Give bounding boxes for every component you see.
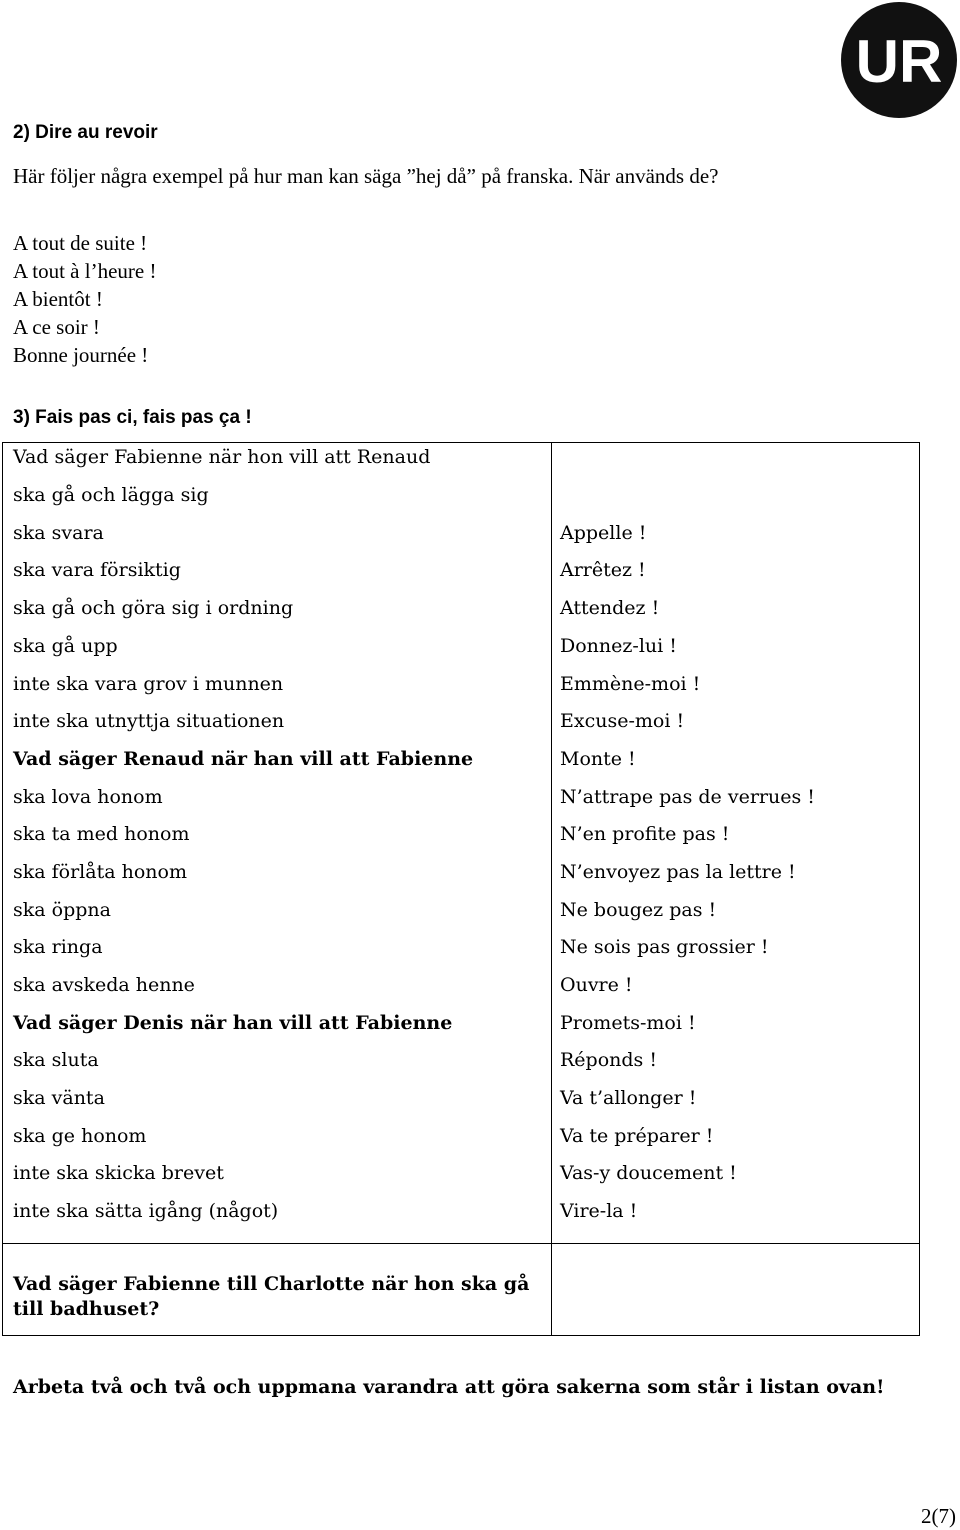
right-cell: Va t’allonger !	[560, 1087, 697, 1109]
left-cell: inte ska vara grov i munnen	[13, 673, 284, 695]
right-cell: Monte !	[560, 748, 636, 770]
right-cell: Appelle !	[560, 522, 647, 544]
right-cell: Promets-moi !	[560, 1012, 696, 1034]
goodbye-phrase: Bonne journée !	[13, 343, 149, 367]
left-cell: inte ska skicka brevet	[13, 1162, 224, 1184]
section-2-intro: Här följer några exempel på hur man kan säga ”hej då” på franska. När används de?	[13, 164, 719, 188]
right-cell: Excuse-moi !	[560, 710, 685, 732]
right-cell: N’envoyez pas la lettre !	[560, 861, 796, 883]
ur-logo-mark	[841, 2, 957, 118]
right-cell: Emmène-moi !	[560, 673, 701, 695]
left-cell-heading: Vad säger Denis när han vill att Fabienne	[13, 1012, 453, 1034]
left-cell: ska ringa	[13, 936, 103, 958]
left-cell: ska förlåta honom	[13, 861, 187, 883]
right-cell: Ne sois pas grossier !	[560, 936, 769, 958]
section-2-heading: 2) Dire au revoir	[13, 122, 158, 143]
left-cell: Vad säger Fabienne när hon vill att Renaud	[13, 446, 431, 468]
right-cell: Vire-la !	[560, 1200, 638, 1222]
right-cell: Ouvre !	[560, 974, 633, 996]
right-cell: Arrêtez !	[560, 559, 646, 581]
right-cell: Attendez !	[560, 597, 660, 619]
left-cell: ska gå upp	[13, 635, 118, 657]
left-cell: inte ska utnyttja situationen	[13, 710, 285, 732]
left-cell: ska öppna	[13, 899, 111, 921]
ur-logo	[841, 2, 957, 118]
left-cell: ska gå och lägga sig	[13, 484, 209, 506]
left-cell: ska sluta	[13, 1049, 99, 1071]
matching-table	[2, 442, 920, 1336]
goodbye-phrase: A tout à l’heure !	[13, 259, 157, 283]
right-cell: N’attrape pas de verrues !	[560, 786, 815, 808]
goodbye-phrase: A ce soir !	[13, 315, 100, 339]
left-cell: ska ge honom	[13, 1125, 147, 1147]
page-number: 2(7)	[921, 1504, 956, 1528]
left-cell: ska gå och göra sig i ordning	[13, 597, 294, 619]
left-cell-heading: Vad säger Renaud när han vill att Fabienne	[13, 748, 474, 770]
goodbye-phrases-list	[13, 229, 156, 369]
final-question: Vad säger Fabienne till Charlotte när hon ska gå till badhuset?	[13, 1273, 530, 1320]
goodbye-phrase: A tout de suite !	[13, 231, 148, 255]
left-cell: ska avskeda henne	[13, 974, 195, 996]
left-cell: ska vänta	[13, 1087, 105, 1109]
right-cell: Ne bougez pas !	[560, 899, 717, 921]
left-cell: inte ska sätta igång (något)	[13, 1200, 279, 1222]
left-cell: ska lova honom	[13, 786, 163, 808]
right-cell: Vas-y doucement !	[560, 1162, 737, 1184]
row-divider	[3, 1243, 919, 1244]
right-cell: Donnez-lui !	[560, 635, 677, 657]
right-cell: Réponds !	[560, 1049, 657, 1071]
left-cell: ska vara försiktig	[13, 559, 181, 581]
right-cell: Va te préparer !	[560, 1125, 714, 1147]
left-cell: ska ta med honom	[13, 823, 190, 845]
section-3-heading: 3) Fais pas ci, fais pas ça !	[13, 407, 252, 428]
goodbye-phrase: A bientôt !	[13, 287, 103, 311]
left-cell: ska svara	[13, 522, 104, 544]
instruction-note: Arbeta två och två och uppmana varandra att göra sakerna som står i listan ovan!	[13, 1376, 885, 1398]
right-cell: N’en profite pas !	[560, 823, 730, 845]
ur-logo-text: UR	[855, 28, 943, 95]
column-divider	[551, 443, 552, 1335]
